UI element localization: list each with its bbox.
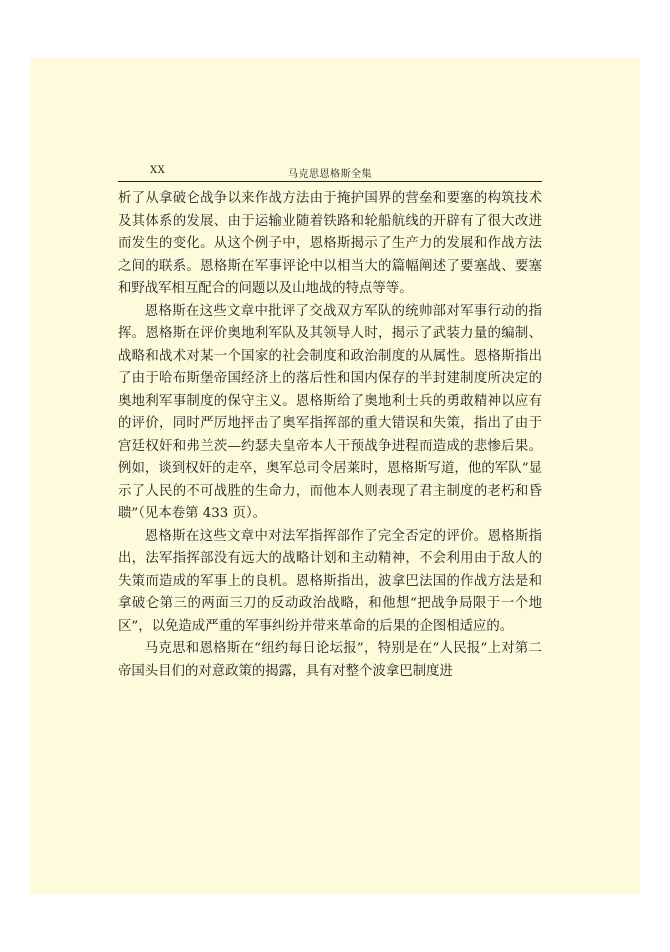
paragraph: 马克思和恩格斯在“纽约每日论坛报”，特别是在“人民报”上对第二帝国头目们的对意政策的揭露，具有对整个波拿巴制度进 xyxy=(118,641,542,679)
paragraph: 恩格斯在这些文章中批评了交战双方军队的统帅部对军事行动的指挥。恩格斯在评价奥地利军队及其领导人时，揭示了武装力量的编制、战略和战术对某一个国家的社会制度和政治制度的从属性。恩格斯指出了由于哈布斯堡帝国经济上的落后性和国内保存的半封建制度所决定的奥地利军事制度的保守主义。恩格斯给了奥地利士兵的勇敢精神以应有的评价，同时严厉地抨击了奥军指挥部的重大错误和失策，指出了由于宫廷权奸和弗兰茨—约瑟夫皇帝本人干预战争进程而造成的悲惨后果。例如，谈到权奸的走卒，奥军总司令居莱时，恩格斯写道，他的军队“显示了人民的不可战胜的生命力，而他本人则表现了君主制度的老朽和昏聩”（见本卷第 433 页）。 xyxy=(118,303,542,521)
paragraph-continued: 析了从拿破仑战争以来作战方法由于掩护国界的营垒和要塞的构筑技术及其体系的发展、由于运输业随着铁路和轮船航线的开辟有了很大改进而发生的变化。从这个例子中，恩格斯揭示了生产力的发展和作战方法之间的联系。恩格斯在军事评论中以相当大的篇幅阐述了要塞战、要塞和野战军相互配合的问题以及山地战的特点等等。 xyxy=(118,191,542,296)
paragraph: 恩格斯在这些文章中对法军指挥部作了完全否定的评价。恩格斯指出，法军指挥部没有远大的战略计划和主动精神，不会利用由于敌人的失策而造成的军事上的良机。恩格斯指出，波拿巴法国的作战方法是和拿破仑第三的两面三刀的反动政治战略，和他想“把战争局限于一个地区”，以免造成严重的军事纠纷并带来革命的后果的企图相适应的。 xyxy=(118,528,542,634)
page-number: XX xyxy=(150,165,166,176)
running-header xyxy=(118,159,542,182)
running-title: 马克思恩格斯全集 xyxy=(288,169,372,180)
body-text xyxy=(118,188,542,683)
